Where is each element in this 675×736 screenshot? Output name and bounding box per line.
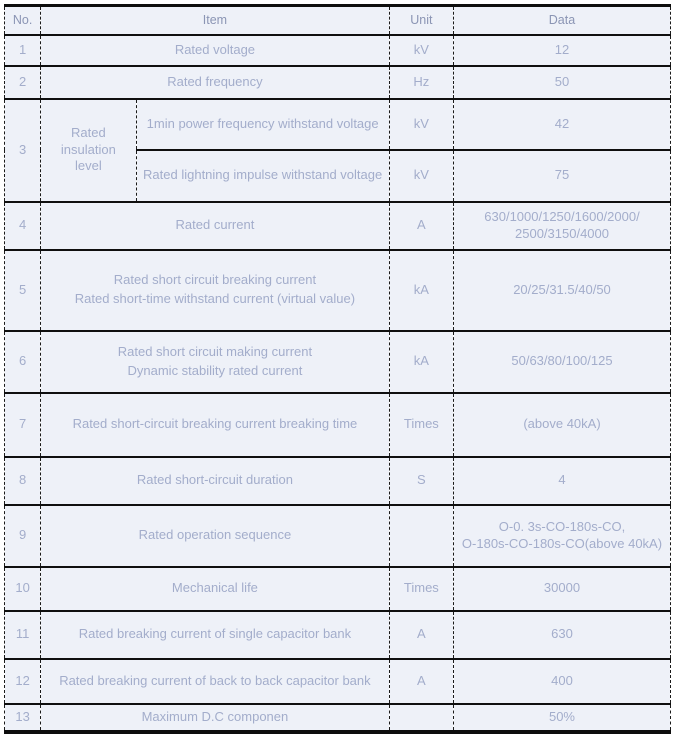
- row-unit: [389, 704, 453, 732]
- row-data: 50%: [453, 704, 670, 732]
- row-no: 3: [5, 99, 41, 202]
- row-data-line: O-0. 3s-CO-180s-CO,: [498, 518, 626, 534]
- row-unit: Hz: [389, 66, 453, 99]
- row-no: 1: [5, 35, 41, 66]
- row-item: 1min power frequency withstand voltage: [136, 99, 389, 150]
- row-item: [41, 250, 390, 331]
- row-no: 8: [5, 457, 41, 505]
- header-data: Data: [453, 6, 670, 35]
- spec-table: [4, 4, 671, 734]
- row-no: 4: [5, 202, 41, 250]
- table-row-11: [5, 611, 671, 659]
- header-item: Item: [41, 6, 390, 35]
- row-no: 2: [5, 66, 41, 99]
- row-data-line: 2500/3150/4000: [515, 225, 609, 241]
- row-data: 50: [453, 66, 670, 99]
- row-item: [41, 331, 390, 393]
- row-data: 50/63/80/100/125: [453, 331, 670, 393]
- table-row-4: [5, 202, 671, 250]
- row-no: 6: [5, 331, 41, 393]
- row-data: 400: [453, 659, 670, 704]
- table-row-3a: [5, 99, 671, 150]
- row-item: Rated lightning impulse withstand voltage: [136, 150, 389, 202]
- row-item: Rated breaking current of single capacitor bank: [41, 611, 390, 659]
- row-item-line: Rated short-time withstand current (virtual value): [74, 291, 356, 306]
- row-item: Rated short-circuit duration: [41, 457, 390, 505]
- table-row-2: [5, 66, 671, 99]
- row-item: Maximum D.C componen: [41, 704, 390, 732]
- row-data: 12: [453, 35, 670, 66]
- row-no: 12: [5, 659, 41, 704]
- row-data: [453, 505, 670, 567]
- row-data-line: O-180s-CO-180s-CO(above 40kA): [461, 535, 663, 551]
- row-unit: kV: [389, 99, 453, 150]
- table-row-13: [5, 704, 671, 732]
- row-no: 7: [5, 393, 41, 457]
- row-unit: kV: [389, 35, 453, 66]
- header-no: No.: [5, 6, 41, 35]
- row-unit: A: [389, 659, 453, 704]
- row-item: Rated operation sequence: [41, 505, 390, 567]
- row-no: 11: [5, 611, 41, 659]
- row-no: 5: [5, 250, 41, 331]
- row-item: Rated current: [41, 202, 390, 250]
- row-item-line: Dynamic stability rated current: [127, 362, 303, 378]
- row-data: [453, 202, 670, 250]
- table-row-8: [5, 457, 671, 505]
- row-unit: [389, 505, 453, 567]
- row-unit: Times: [389, 393, 453, 457]
- row-data: 20/25/31.5/40/50: [453, 250, 670, 331]
- table-row-1: [5, 35, 671, 66]
- row-no: 9: [5, 505, 41, 567]
- row-item: Rated breaking current of back to back capacitor bank: [41, 659, 390, 704]
- row-data: 30000: [453, 567, 670, 611]
- header-unit: Unit: [389, 6, 453, 35]
- row-data: 75: [453, 150, 670, 202]
- row-unit: A: [389, 611, 453, 659]
- row-no: 10: [5, 567, 41, 611]
- table-row-6: [5, 331, 671, 393]
- row-item-line: Rated short circuit breaking current: [113, 272, 317, 288]
- row-unit: Times: [389, 567, 453, 611]
- row-unit: S: [389, 457, 453, 505]
- row-item: Rated short-circuit breaking current breaking time: [41, 393, 390, 457]
- row-unit: kA: [389, 250, 453, 331]
- row-data: 630: [453, 611, 670, 659]
- table-row-12: [5, 659, 671, 704]
- row-item: Rated frequency: [41, 66, 390, 99]
- row-group-label: Rated insulation level: [41, 99, 136, 202]
- row-item-line: Rated short circuit making current: [117, 343, 313, 359]
- row-data-line: 630/1000/1250/1600/2000/: [484, 208, 640, 224]
- row-unit: kV: [389, 150, 453, 202]
- row-item: Rated voltage: [41, 35, 390, 66]
- row-unit: A: [389, 202, 453, 250]
- row-unit: kA: [389, 331, 453, 393]
- row-data: (above 40kA): [453, 393, 670, 457]
- row-item: Mechanical life: [41, 567, 390, 611]
- table-header-row: [5, 6, 671, 35]
- table-row-10: [5, 567, 671, 611]
- row-no: 13: [5, 704, 41, 732]
- row-data: 42: [453, 99, 670, 150]
- table-row-9: [5, 505, 671, 567]
- table-row-5: [5, 250, 671, 331]
- row-data: 4: [453, 457, 670, 505]
- table-row-7: [5, 393, 671, 457]
